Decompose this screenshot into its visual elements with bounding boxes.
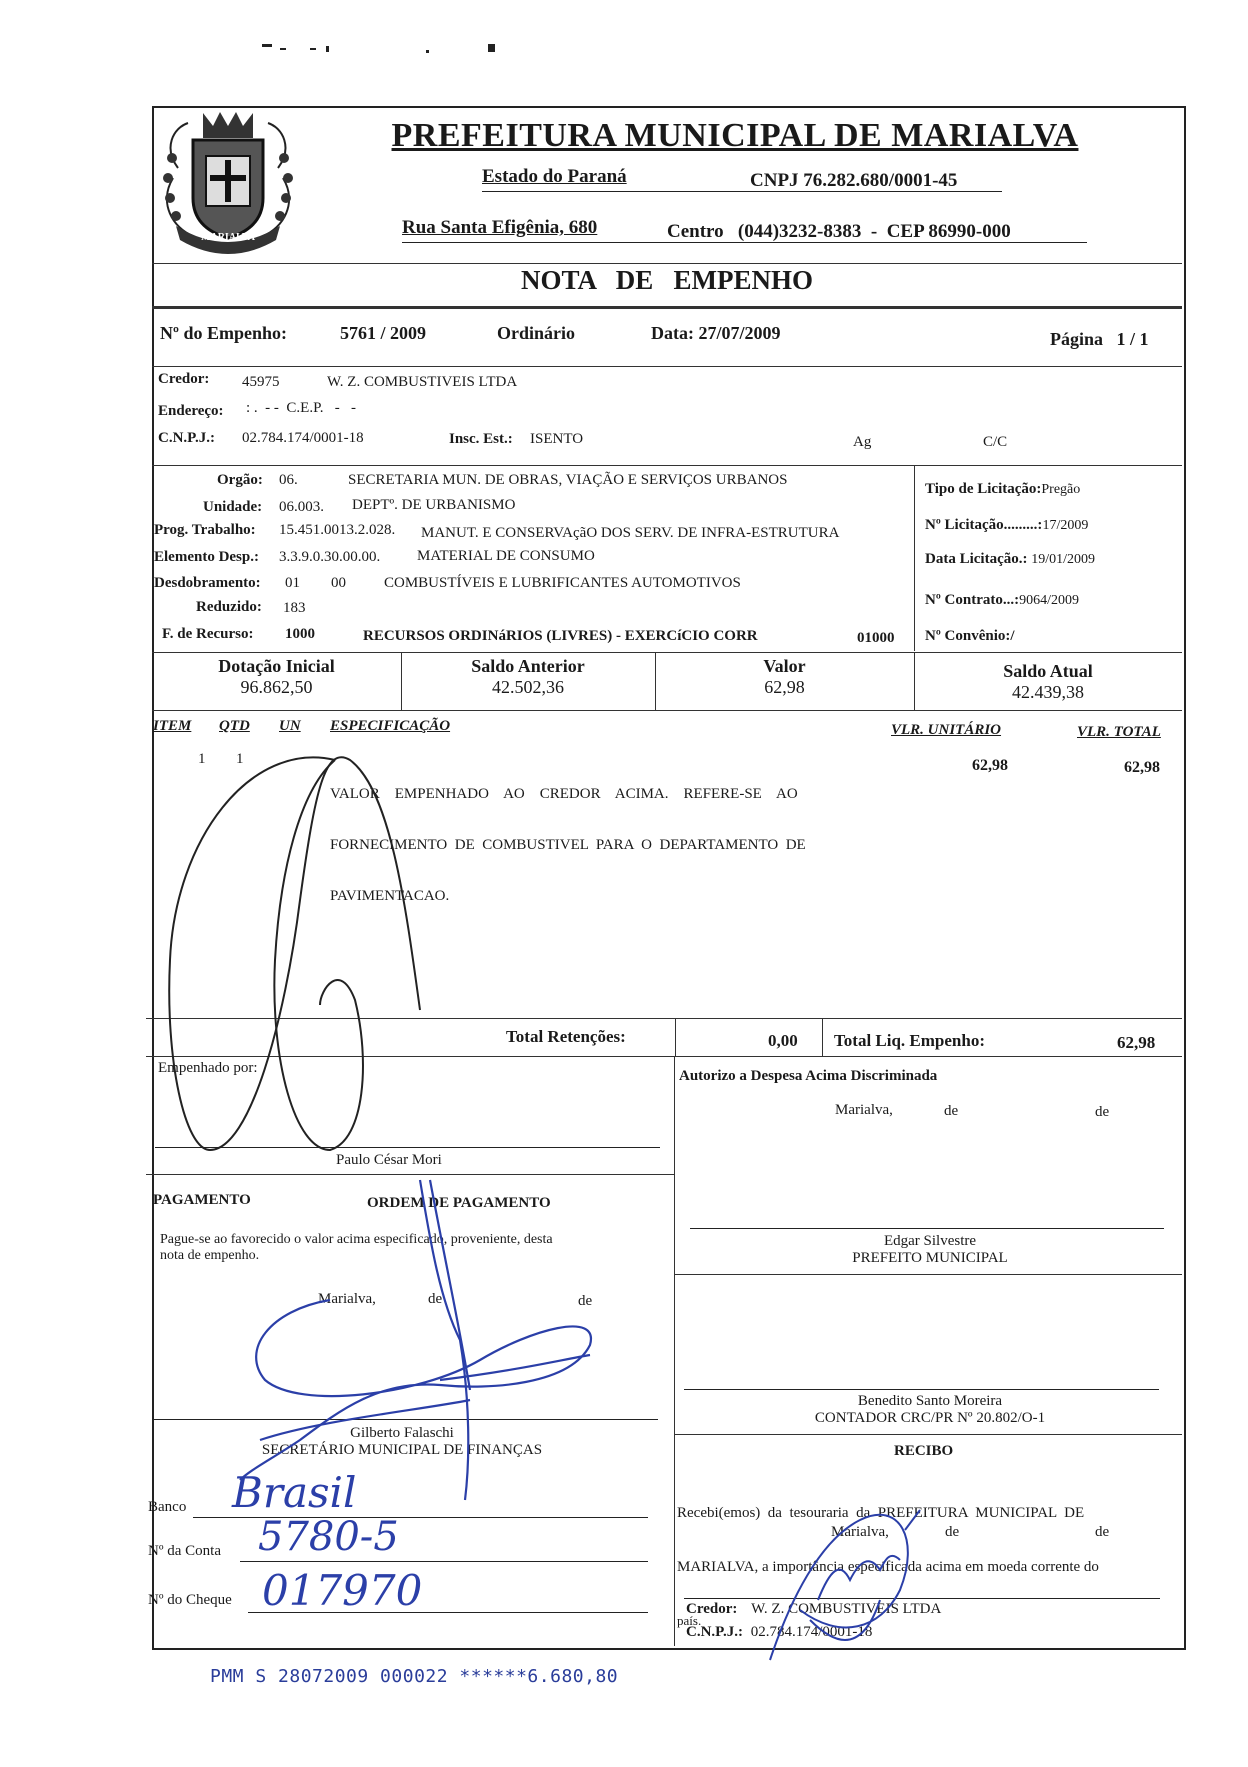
item-vlr-total: 62,98 xyxy=(1124,759,1160,776)
prog-code: 15.451.0013.2.028. xyxy=(279,522,396,538)
signature-recibo xyxy=(770,1510,920,1660)
prog-name: MANUT. E CONSERVAçãO DOS SERV. DE INFRA-ESTRUTURA xyxy=(421,525,840,541)
credor-name: W. Z. COMBUSTIVEIS LTDA xyxy=(327,374,518,390)
endereco-label: Endereço: xyxy=(158,403,224,419)
desd-code2: 00 xyxy=(331,575,346,591)
reduzido-value: 183 xyxy=(283,600,306,616)
state-name: Estado do Paraná xyxy=(482,166,627,187)
page-number: Página 1 / 1 xyxy=(1050,329,1149,349)
cc-label: C/C xyxy=(983,434,1008,450)
cheque-handwritten: 017970 xyxy=(262,1566,423,1615)
elem-label: Elemento Desp.: xyxy=(154,549,259,565)
autorizo-label: Autorizo a Despesa Acima Discriminada xyxy=(679,1068,938,1084)
address: Rua Santa Efigênia, 680 xyxy=(402,217,598,238)
empenhado-label: Empenhado por: xyxy=(158,1060,258,1076)
recibo-title: RECIBO xyxy=(894,1443,954,1459)
unidade-name: DEPTº. DE URBANISMO xyxy=(352,497,516,513)
fonte-name: RECURSOS ORDINáRIOS (LIVRES) - EXERCíCIO CORR xyxy=(363,628,758,644)
pagamento-text: Pague-se ao favorecido o valor acima especificado, proveniente, desta nota de empenho. xyxy=(160,1232,553,1263)
col-un: UN xyxy=(279,718,301,734)
banco-handwritten: Brasil xyxy=(232,1468,357,1517)
liq-value: 62,98 xyxy=(1117,1033,1156,1052)
signature-gilberto xyxy=(240,1180,591,1500)
col-espec: ESPECIFICAÇÃO xyxy=(330,718,451,734)
fonte-label: F. de Recurso: xyxy=(162,626,254,642)
document-title: NOTA DE EMPENHO xyxy=(520,265,814,295)
orgao-label: Orgão: xyxy=(217,472,263,488)
item-number: 1 xyxy=(198,751,206,767)
prog-label: Prog. Trabalho: xyxy=(154,522,256,538)
licitacao-numero: Nº Licitação.........:17/2009 xyxy=(925,517,1089,533)
insc-value: ISENTO xyxy=(530,431,584,447)
licitacao-convenio: Nº Convênio:/ xyxy=(925,628,1015,644)
licitacao-data: Data Licitação.: 19/01/2009 xyxy=(925,551,1096,567)
licitacao-tipo: Tipo de Licitação:Pregão xyxy=(925,481,1081,497)
item-description: VALOR EMPENHADO AO CREDOR ACIMA. REFERE-SE AO FORNECIMENTO DE COMBUSTIVEL PARA O DEPARTAMENTO DE PAVIMENTACAO. xyxy=(330,786,806,904)
saldo-anterior: Saldo Anterior 42.502,36 xyxy=(471,656,585,697)
pagamento-label: PAGAMENTO xyxy=(153,1192,251,1208)
saldo-atual: Saldo Atual 42.439,38 xyxy=(1003,661,1093,702)
credor-code: 45975 xyxy=(242,374,280,390)
autorizo-de2: de xyxy=(1095,1104,1110,1120)
recibo-text: Recebi(emos) da tesouraria da PREFEITURA MUNICIPAL DE MARIALVA, a importância especificada acima em moeda corrente do país. xyxy=(677,1505,1099,1628)
conta-handwritten: 5780-5 xyxy=(258,1514,399,1560)
retencoes-label: Total Retenções: xyxy=(506,1027,626,1046)
empenhado-signer: Paulo César Mori xyxy=(336,1152,442,1168)
cnpj-value: 02.784.174/0001-18 xyxy=(242,430,364,446)
desd-code1: 01 xyxy=(285,575,300,591)
item-vlr-unit: 62,98 xyxy=(972,757,1008,774)
saldo-dotacao: Dotação Inicial 96.862,50 xyxy=(218,656,335,697)
item-qtd: 1 xyxy=(236,751,244,767)
cheque-label: Nº do Cheque xyxy=(148,1592,232,1608)
recibo-cnpj: C.N.P.J.: 02.784.174/0001-18 xyxy=(686,1624,873,1640)
licitacao-contrato: Nº Contrato...:9064/2009 xyxy=(925,592,1079,608)
endereco-value: : . - - C.E.P. - - xyxy=(246,400,356,416)
insc-label: Insc. Est.: xyxy=(449,431,513,447)
orgao-name: SECRETARIA MUN. DE OBRAS, VIAÇÃO E SERVIÇOS URBANOS xyxy=(348,472,788,488)
signature-paulo xyxy=(169,757,420,1150)
ordem-pagamento: ORDEM DE PAGAMENTO xyxy=(367,1195,551,1211)
credor-label: Credor: xyxy=(158,371,210,387)
fonte-code: 1000 xyxy=(285,626,315,642)
ag-label: Ag xyxy=(853,434,872,450)
contador-signer: Benedito Santo Moreira CONTADOR CRC/PR Nº 20.802/O-1 xyxy=(814,1393,1046,1426)
orgao-code: 06. xyxy=(279,472,298,488)
saldo-valor: Valor 62,98 xyxy=(763,656,806,697)
crest-text: MARIALVA xyxy=(201,232,255,243)
secretario-signer: Gilberto Falaschi SECRETÁRIO MUNICIPAL DE FINANÇAS xyxy=(261,1425,543,1458)
unidade-code: 06.003. xyxy=(279,499,324,515)
recibo-credor: Credor: W. Z. COMBUSTIVEIS LTDA xyxy=(686,1601,942,1617)
pagamento-de2: de xyxy=(578,1293,593,1309)
cnpj-label: C.N.P.J.: xyxy=(158,430,215,446)
recibo-de1: de xyxy=(945,1524,960,1540)
institution-title: PREFEITURA MUNICIPAL DE MARIALVA xyxy=(391,117,1079,154)
empenho-label: Nº do Empenho: xyxy=(160,323,287,343)
recibo-de2: de xyxy=(1095,1524,1110,1540)
autorizo-de1: de xyxy=(944,1103,959,1119)
fonte-code2: 01000 xyxy=(857,630,895,646)
empenho-type: Ordinário xyxy=(497,323,576,343)
col-vlr-unit: VLR. UNITÁRIO xyxy=(891,722,1002,738)
unidade-label: Unidade: xyxy=(203,499,263,515)
prefeito-signer: Edgar Silvestre PREFEITO MUNICIPAL xyxy=(852,1233,1008,1266)
col-qtd: QTD xyxy=(219,718,250,734)
retencoes-value: 0,00 xyxy=(768,1031,798,1050)
desd-name: COMBUSTÍVEIS E LUBRIFICANTES AUTOMOTIVOS xyxy=(384,575,741,591)
elem-code: 3.3.9.0.30.00.00. xyxy=(279,549,381,565)
desd-label: Desdobramento: xyxy=(154,575,261,591)
pagamento-de1: de xyxy=(428,1291,443,1307)
reduzido-label: Reduzido: xyxy=(196,599,262,615)
recibo-place: Marialva, xyxy=(831,1524,889,1540)
payment-stamp: PMM S 28072009 000022 ******6.680,80 xyxy=(210,1666,619,1687)
autorizo-place: Marialva, xyxy=(835,1102,893,1118)
district-phone: Centro (044)3232-8383 - CEP 86990-000 xyxy=(667,221,1011,242)
elem-name: MATERIAL DE CONSUMO xyxy=(417,548,595,564)
conta-label: Nº da Conta xyxy=(148,1543,221,1559)
col-item: ITEM xyxy=(153,718,192,734)
banco-label: Banco xyxy=(148,1499,187,1515)
liq-label: Total Liq. Empenho: xyxy=(834,1031,985,1050)
cnpj-header: CNPJ 76.282.680/0001-45 xyxy=(750,170,958,191)
empenho-number: 5761 / 2009 xyxy=(340,323,427,343)
empenho-date: Data: 27/07/2009 xyxy=(651,323,781,343)
pagamento-place: Marialva, xyxy=(318,1291,376,1307)
col-vlr-total: VLR. TOTAL xyxy=(1077,724,1161,740)
